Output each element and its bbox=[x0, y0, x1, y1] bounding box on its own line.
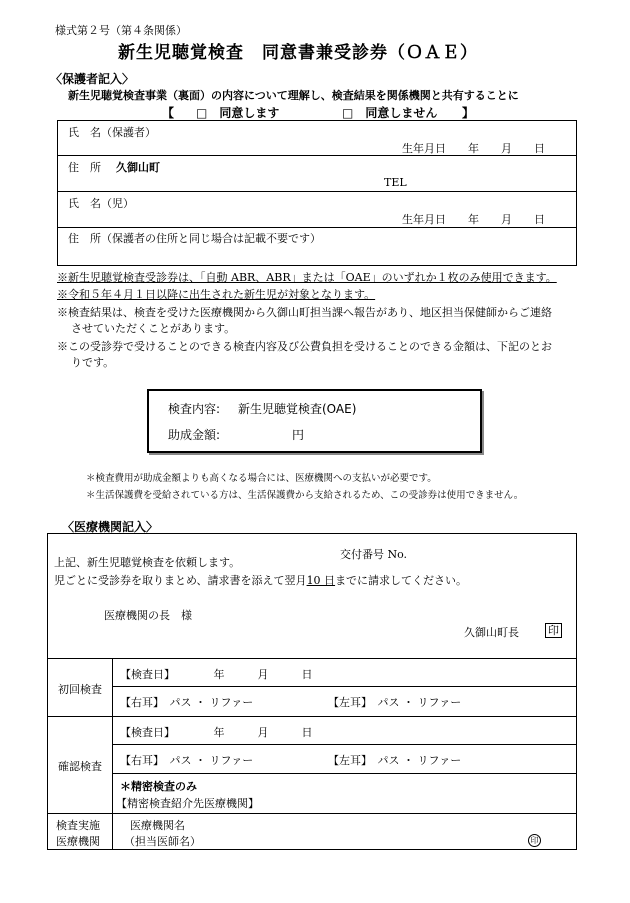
guardian-name-label: 氏 名（保護者） bbox=[68, 126, 156, 139]
divider bbox=[57, 191, 577, 192]
initial-left-ear: 【左耳】 パス ・ リファー bbox=[328, 696, 462, 709]
request-text: 上記、新生児聴覚検査を依頼します。 bbox=[54, 556, 241, 569]
subsidy-amount-unit: 円 bbox=[292, 428, 305, 442]
tel-label: TEL bbox=[384, 176, 407, 189]
seal-icon: 印 bbox=[545, 623, 562, 638]
note-4: ※この受診券で受けることのできる検査内容及び公費負担を受けることのできる金額は、下記のとお bbox=[57, 340, 552, 353]
small-note-2: ＊生活保護費を受給されている方は、生活保護費から支給されるため、この受診券は使用できません。 bbox=[86, 490, 524, 501]
billing-deadline: 10 日 bbox=[306, 574, 336, 587]
note-1: ※新生児聴覚検査受診券は、「自動 ABR、ABR」または「OAE」のいずれか１枚のみ使用できます。 bbox=[57, 271, 557, 284]
exam-info-box bbox=[147, 389, 482, 453]
address-label: 住 所 bbox=[68, 161, 101, 174]
facility-label-line1: 検査実施 bbox=[56, 819, 100, 832]
consent-close-bracket: 】 bbox=[462, 106, 475, 120]
confirm-left-ear: 【左耳】 パス ・ リファー bbox=[328, 754, 462, 767]
guardian-birthdate: 生年月日 年 月 日 bbox=[402, 142, 545, 155]
confirm-right-ear: 【右耳】 パス ・ リファー bbox=[120, 754, 254, 767]
subsidy-amount-label: 助成金額: bbox=[168, 428, 221, 442]
note-3-cont: させていただくことがあります。 bbox=[71, 322, 236, 335]
divider bbox=[47, 813, 577, 814]
billing-instruction bbox=[54, 572, 467, 588]
column-divider bbox=[112, 658, 113, 850]
page-title: 新生児聴覚検査 同意書兼受診券（ＯＡＥ） bbox=[118, 43, 478, 63]
divider bbox=[112, 686, 577, 687]
billing-instruction-pre: 児ごとに受診券を取りまとめ、請求書を添えて翌月 bbox=[54, 574, 307, 587]
form-number: 様式第２号（第４条関係） bbox=[55, 24, 187, 37]
small-note-1: ＊検査費用が助成金額よりも高くなる場合には、医療機関への支払いが必要です。 bbox=[86, 473, 437, 484]
disagree-checkbox[interactable]: □ 同意しません bbox=[342, 106, 438, 120]
note-3: ※検査結果は、検査を受けた医療機関から久御山町担当課へ報告があり、地区担当保健師からご連絡 bbox=[57, 306, 552, 319]
mayor-title: 久御山町長 bbox=[464, 626, 519, 639]
note-2: ※令和５年４月１日以降に出生された新生児が対象となります。 bbox=[57, 288, 376, 301]
addressee: 医療機関の長 様 bbox=[104, 609, 192, 622]
divider bbox=[112, 773, 577, 774]
initial-exam-label: 初回検査 bbox=[58, 683, 102, 696]
facility-label-line2: 医療機関 bbox=[56, 835, 100, 848]
address-value: 久御山町 bbox=[116, 161, 160, 174]
child-name-label: 氏 名（児） bbox=[68, 197, 134, 210]
consent-text: 新生児聴覚検査事業（裏面）の内容について理解し、検査結果を関係機関と共有することに bbox=[68, 89, 519, 102]
divider bbox=[47, 716, 577, 717]
precision-exam-only: ＊精密検査のみ bbox=[120, 780, 197, 793]
child-address-label: 住 所（保護者の住所と同じ場合は記載不要です） bbox=[68, 232, 321, 245]
divider bbox=[112, 744, 577, 745]
divider bbox=[47, 658, 577, 659]
facility-name-label: 医療機関名 bbox=[130, 819, 185, 832]
divider bbox=[57, 227, 577, 228]
child-birthdate: 生年月日 年 月 日 bbox=[402, 213, 545, 226]
consent-open-bracket: 【 bbox=[162, 106, 175, 120]
medical-section-heading: 〈医療機関記入〉 bbox=[62, 520, 159, 534]
confirm-exam-label: 確認検査 bbox=[58, 760, 102, 773]
exam-content-label: 検査内容: bbox=[168, 402, 221, 416]
agree-checkbox[interactable]: □ 同意します bbox=[196, 106, 280, 120]
doctor-seal bbox=[528, 833, 541, 847]
issue-number-label: 交付番号 No. bbox=[340, 548, 408, 561]
initial-exam-date: 【検査日】 年 月 日 bbox=[120, 668, 313, 681]
doctor-name-label: （担当医師名） bbox=[124, 835, 201, 848]
confirm-exam-date: 【検査日】 年 月 日 bbox=[120, 726, 313, 739]
note-4-cont: りです。 bbox=[71, 356, 115, 369]
referral-facility-label: 【精密検査紹介先医療機関】 bbox=[116, 797, 259, 810]
initial-right-ear: 【右耳】 パス ・ リファー bbox=[120, 696, 254, 709]
billing-instruction-post: までに請求してください。 bbox=[335, 574, 468, 587]
seal-icon: 印 bbox=[528, 834, 541, 847]
exam-content-value: 新生児聴覚検査(OAE) bbox=[238, 402, 357, 416]
guardian-section-heading: 〈保護者記入〉 bbox=[50, 72, 135, 86]
mayor-seal bbox=[545, 623, 562, 638]
